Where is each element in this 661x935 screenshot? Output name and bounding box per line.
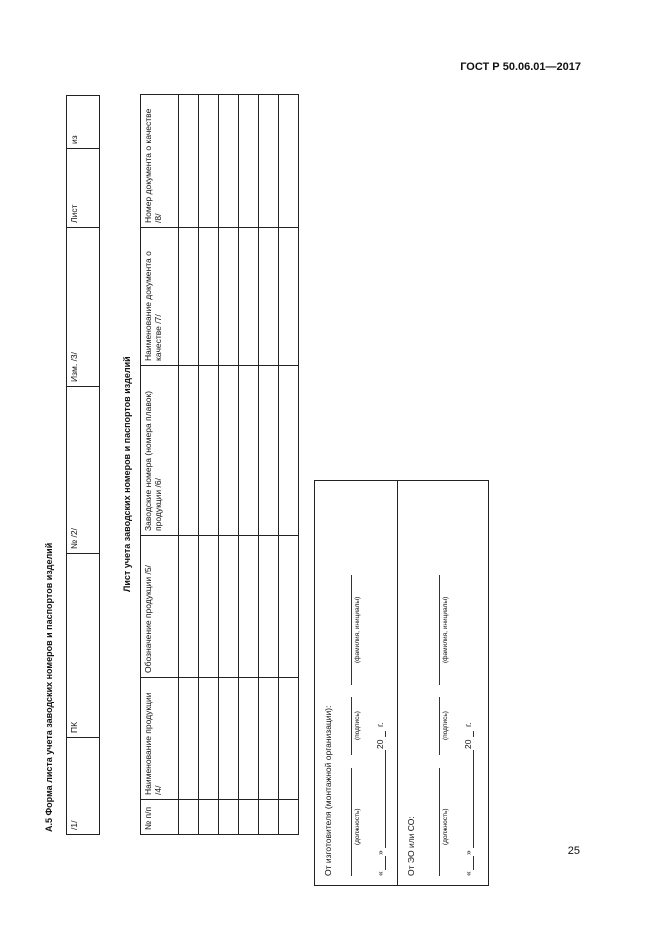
- name-line: [351, 575, 352, 685]
- table-cell: [199, 800, 219, 835]
- table-cell: [179, 228, 199, 366]
- top-cell-sheet: Лист: [67, 149, 100, 228]
- table-row: [179, 95, 199, 835]
- header-product-name: Наименование продукции /4/: [141, 678, 179, 800]
- table-cell: [279, 678, 299, 800]
- year-line: [385, 731, 386, 737]
- eo-signature-hint: (подпись): [442, 711, 449, 740]
- day-line: [385, 856, 386, 870]
- table-cell: [279, 366, 299, 536]
- header-product-designation: Обозначение продукции /5/: [141, 536, 179, 678]
- table-cell: [259, 536, 279, 678]
- main-table: [140, 94, 299, 835]
- header-quality-doc-name: Наименование документа о качестве /7/: [141, 228, 179, 366]
- signature-block: [314, 480, 489, 886]
- table-cell: [199, 228, 219, 366]
- table-cell: [219, 228, 239, 366]
- eo-signature-line: [439, 697, 440, 755]
- eo-year-suffix: г.: [463, 722, 473, 727]
- table-cell: [179, 678, 199, 800]
- top-table: [66, 95, 100, 835]
- table-row: [279, 95, 299, 835]
- eo-position-line: [439, 768, 440, 876]
- page-number: 25: [567, 845, 580, 857]
- header-serial-numbers: Заводские номера (номера плавок) продукции /6/: [141, 366, 179, 536]
- eo-month-line: [473, 750, 474, 848]
- table-cell: [219, 95, 239, 228]
- header-number: № п/п: [141, 800, 179, 835]
- section-caption: А.5 Форма листа учета заводских номеров и паспортов изделий: [44, 542, 54, 832]
- signature-line: [351, 697, 352, 755]
- table-cell: [219, 536, 239, 678]
- table-cell: [259, 800, 279, 835]
- eo-label: От ЭО или СО:: [406, 816, 416, 876]
- table-cell: [179, 95, 199, 228]
- table-cell: [239, 95, 259, 228]
- table-cell: [239, 678, 259, 800]
- table-cell: [279, 228, 299, 366]
- table-cell: [259, 228, 279, 366]
- month-line: [385, 750, 386, 848]
- top-cell-of: из: [67, 96, 100, 149]
- table-cell: [239, 536, 259, 678]
- year-prefix: 20: [375, 739, 385, 749]
- eo-name-line: [439, 575, 440, 685]
- table-cell: [199, 95, 219, 228]
- table-cell: [219, 366, 239, 536]
- table-cell: [239, 366, 259, 536]
- table-header-row: [141, 95, 179, 835]
- table-row: [219, 95, 239, 835]
- top-cell-1: /1/: [67, 738, 100, 835]
- date-close: »: [375, 850, 385, 855]
- signature-hint: (подпись): [354, 711, 361, 740]
- position-line: [351, 768, 352, 876]
- table-row: [259, 95, 279, 835]
- eo-position-hint: (должность): [442, 808, 449, 845]
- table-cell: [219, 800, 239, 835]
- eo-day-line: [473, 856, 474, 870]
- manufacturer-label: От изготовителя (монтажной организации):: [323, 705, 333, 876]
- top-cell-number: № /2/: [67, 387, 100, 554]
- table-cell: [199, 366, 219, 536]
- table-cell: [179, 536, 199, 678]
- eo-name-hint: (фамилия, инициалы): [442, 596, 449, 663]
- table-cell: [259, 95, 279, 228]
- year-suffix: г.: [375, 722, 385, 727]
- table-cell: [219, 678, 239, 800]
- eo-date-open: «: [463, 871, 473, 876]
- table-cell: [259, 366, 279, 536]
- header-quality-doc-number: Номер документа о качестве /8/: [141, 95, 179, 228]
- table-row: [239, 95, 259, 835]
- table-cell: [259, 678, 279, 800]
- eo-date-close: »: [463, 850, 473, 855]
- table-row: [199, 95, 219, 835]
- name-hint: (фамилия, инициалы): [354, 596, 361, 663]
- table-cell: [279, 95, 299, 228]
- table-cell: [279, 800, 299, 835]
- table-cell: [279, 536, 299, 678]
- table-cell: [179, 800, 199, 835]
- top-cell-pk: ПК: [67, 554, 100, 738]
- standard-code: ГОСТ Р 50.06.01—2017: [460, 61, 581, 73]
- signature-separator: [397, 481, 398, 885]
- table-cell: [239, 228, 259, 366]
- eo-year-prefix: 20: [463, 739, 473, 749]
- date-open: «: [375, 871, 385, 876]
- position-hint: (должность): [354, 808, 361, 845]
- sheet-title: Лист учета заводских номеров и паспортов изделий: [122, 356, 132, 592]
- top-cell-revision: Изм. /3/: [67, 228, 100, 387]
- eo-year-line: [473, 731, 474, 737]
- table-cell: [199, 536, 219, 678]
- table-cell: [199, 678, 219, 800]
- table-cell: [179, 366, 199, 536]
- table-cell: [239, 800, 259, 835]
